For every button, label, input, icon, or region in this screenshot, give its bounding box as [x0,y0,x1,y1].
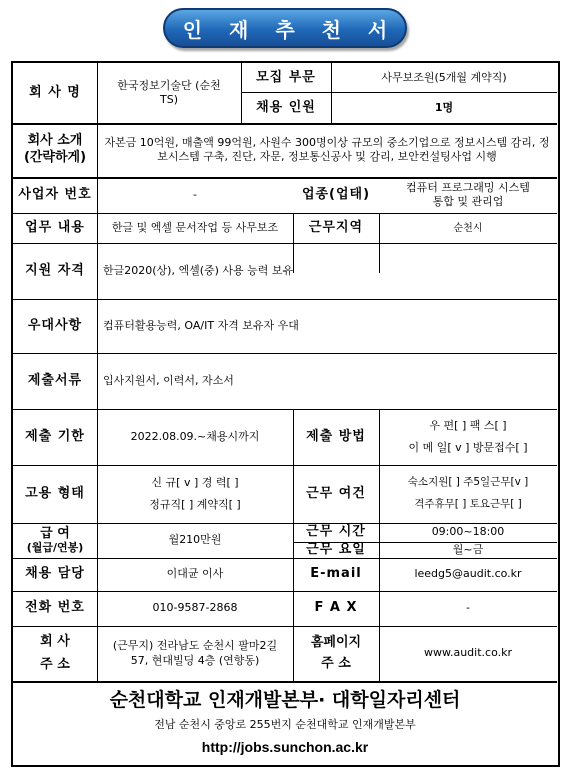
dept-label: 모집 부문 [256,69,316,85]
fax-label: F A X [314,600,358,616]
method-options [379,409,557,465]
qualification-label: 지원 자격 [25,262,85,278]
preference-label: 우대사항 [27,317,83,333]
employment-type-label: 고용 형태 [25,485,85,501]
employment-type-line-2: 정규직[ ] 계약직[ ] [149,498,241,511]
salary-label: 급 여 [40,526,70,542]
email-label: E-mail [310,566,362,582]
employment-type-options [97,465,293,523]
location-label: 근무지역 [308,219,364,235]
company-intro-label: 회사 소개 (간략하게) [23,133,87,165]
conditions-line-2: 격주휴무[ ] 토요근무[ ] [414,498,522,510]
company-name-label: 회 사 명 [29,84,81,100]
industry-value: 컴퓨터 프로그래밍 시스템 통합 및 관리업 [406,180,530,208]
email-value[interactable]: leedg5@audit.co.kr [414,567,522,581]
company-name-value: 한국정보기술단 (순천TS) [117,78,221,106]
page-title: 인 재 추 천 서 [163,8,407,48]
hours-value: 09:00~18:00 [431,525,505,539]
conditions-label: 근무 여건 [306,485,366,501]
salary-sub-label: (월급/연봉) [26,540,84,554]
method-line-1: 우 편[ ] 팩 스[ ] [429,418,507,432]
address-value: (근무지) 전라남도 순천시 팔마2길 57, 현대빌딩 4층 (연향동) [112,639,278,667]
bizno-value: - [193,187,197,201]
phone-label: 전화 번호 [25,600,85,616]
conditions-options [379,465,557,523]
days-label: 근무 요일 [306,542,366,557]
documents-value: 입사지원서, 이력서, 자소서 [103,373,234,387]
homepage-label-cell [293,626,379,681]
headcount-value: 1명 [434,100,454,114]
salary-value: 월210만원 [168,533,222,547]
fax-value: - [466,601,470,615]
bizno-label: 사업자 번호 [18,186,92,202]
employment-type-line-1: 신 규[ v ] 경 력[ ] [151,475,239,489]
location-value: 순천시 [453,222,483,234]
dept-value: 사무보조원(5개월 계약직) [381,70,507,84]
duty-label: 업무 내용 [25,219,85,235]
method-line-2: 이 메 일[ v ] 방문접수[ ] [408,441,528,454]
headcount-label: 채용 인원 [256,99,316,115]
qualification-value: 한글2020(상), 엑셀(중) 사용 능력 보유 [103,263,294,277]
footer-organization: 순천대학교 인재개발본부· 대학일자리센터 [109,688,461,711]
industry-label: 업종(업태) [301,186,371,202]
preference-value: 컴퓨터활용능력, OA/IT 자격 보유자 우대 [103,318,299,332]
address-label-top: 회 사 [40,633,70,649]
days-value: 월~금 [452,542,484,556]
footer-address: 전남 순천시 중앙로 255번지 순천대학교 인재개발본부 [154,717,416,731]
salary-label-cell [13,523,97,558]
method-label: 제출 방법 [306,428,366,444]
homepage-label: 홈페이지 [310,634,362,650]
conditions-line-1: 숙소지원[ ] 주5일근무[v ] [407,476,529,489]
deadline-label: 제출 기한 [25,428,85,444]
duty-value: 한글 및 엑셀 문서작업 등 사무보조 [111,220,279,234]
recommendation-form [11,61,560,767]
company-intro-value: 자본금 10억원, 매출액 99억원, 사원수 300명이상 규모의 중소기업으로 정보시스템 감리, 정보시스템 구축, 진단, 자문, 정보통신공사 및 감리, 보안컨설팅사업 시행 [104,135,550,163]
address-label-cell [13,626,97,681]
documents-label: 제출서류 [27,372,83,388]
title-banner [0,8,571,52]
hours-label: 근무 시간 [306,524,366,540]
deadline-value: 2022.08.09.~채용시까지 [130,429,260,443]
manager-label: 채용 담당 [25,566,85,582]
homepage-value[interactable]: www.audit.co.kr [423,646,512,660]
manager-value: 이대균 이사 [166,567,224,581]
homepage-sub-label: 주 소 [321,655,351,671]
phone-value: 010-9587-2868 [152,601,238,615]
address-label-bottom: 주 소 [40,656,70,672]
footer-url[interactable]: http://jobs.sunchon.ac.kr [201,738,369,755]
